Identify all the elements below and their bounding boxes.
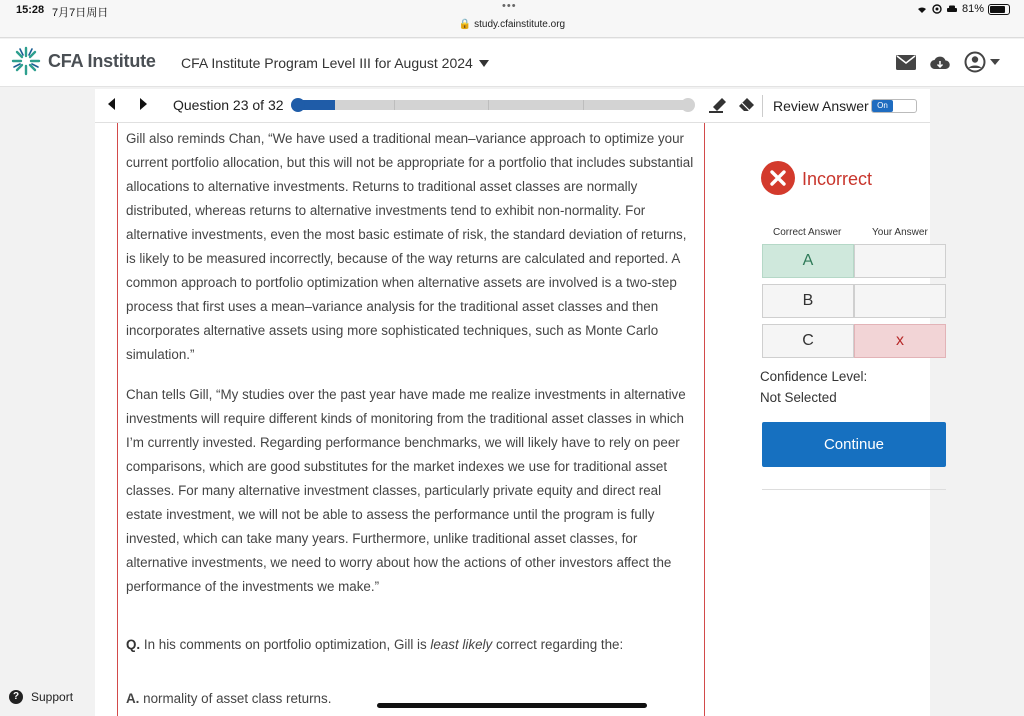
battery-icon: [988, 4, 1010, 15]
question-text-emphasis: least likely: [430, 637, 493, 652]
your-answer-cell-c: x: [854, 324, 946, 358]
browser-dots[interactable]: •••: [502, 0, 517, 12]
app-header: [0, 39, 1024, 87]
lock-icon: 🔒: [458, 19, 472, 30]
review-answer-label: Review Answer: [773, 98, 869, 114]
status-time: 15:28: [16, 4, 45, 16]
logo-text: CFA Institute: [48, 50, 156, 71]
wifi-icon: [916, 4, 928, 14]
previous-question-arrow-icon[interactable]: [108, 98, 115, 110]
help-circle-icon: ?: [9, 690, 23, 704]
cfa-logo[interactable]: [10, 45, 156, 77]
correct-answer-cell-a: A: [762, 244, 854, 278]
vignette-paragraph-1: Gill also reminds Chan, “We have used a traditional mean–variance approach to optimize your current portfolio allocation, but this will not be appropriate for a portfolio that includes substantial allocations to alternative investments. Returns to traditional asset classes are normally distributed, whereas returns to alternative investments tend to exhibit non-normality. For alternative investments, even the most basic estimate of risk, the standard deviation of returns, is likely to be measured incorrectly, because of the way returns are calculated and reported. A common approach to portfolio optimization when alternative assets are involved is a two-step process that first uses a mean–variance analysis for the traditional asset classes and then incorporates alternative assets using more sophisticated techniques, such as Monte Carlo simulation.”: [126, 131, 694, 362]
result-divider: [762, 489, 946, 490]
main-content: [95, 123, 930, 716]
battery-percent: 81%: [961, 3, 984, 15]
question-panel: [117, 123, 705, 716]
eraser-icon[interactable]: [737, 95, 757, 113]
car-icon: [946, 4, 958, 14]
toggle-on-label: On: [872, 100, 893, 112]
correct-answer-header: Correct Answer: [773, 227, 842, 238]
location-icon: [932, 4, 942, 14]
answer-option-a[interactable]: [126, 691, 331, 706]
correct-answer-cell-c: C: [762, 324, 854, 358]
mail-icon[interactable]: [896, 55, 916, 70]
next-question-arrow-icon[interactable]: [140, 98, 147, 110]
status-date: 7月7日周日: [52, 7, 109, 19]
option-a-label: A.: [126, 691, 140, 706]
annotation-tools: [709, 95, 757, 113]
continue-button[interactable]: Continue: [762, 422, 946, 467]
confidence-value: Not Selected: [760, 390, 837, 405]
status-indicators: [916, 3, 1010, 15]
review-answer-toggle[interactable]: [871, 99, 917, 113]
question-stem: [126, 637, 623, 652]
your-answer-cell-a: [854, 244, 946, 278]
status-bar: [0, 0, 1024, 38]
support-link[interactable]: [9, 690, 73, 704]
option-a-text: normality of asset class returns.: [143, 691, 332, 706]
your-answer-header: Your Answer: [872, 227, 928, 238]
result-status: Incorrect: [802, 169, 873, 189]
progress-knob[interactable]: [291, 98, 305, 112]
program-label: CFA Institute Program Level III for August 2024: [181, 55, 473, 71]
question-counter: Question 23 of 32: [173, 97, 284, 113]
question-toolbar: [95, 89, 930, 123]
question-text-after: correct regarding the:: [495, 637, 624, 652]
cloud-download-icon[interactable]: [930, 55, 950, 70]
header-actions: [896, 51, 1002, 73]
toolbar-divider: [762, 95, 763, 117]
caret-down-icon: [479, 60, 489, 67]
home-indicator[interactable]: [377, 703, 647, 708]
cfa-globe-icon: [10, 45, 42, 77]
correct-answer-cell-b: B: [762, 284, 854, 318]
progress-tick: [394, 100, 395, 110]
progress-end-knob: [681, 98, 695, 112]
confidence-label: Confidence Level:: [760, 369, 868, 384]
user-account-icon[interactable]: [964, 51, 1002, 73]
incorrect-x-icon: [761, 161, 795, 195]
program-selector[interactable]: [181, 55, 489, 71]
vignette-paragraph-2: Chan tells Gill, “My studies over the past year have made me realize investments in alternative investments will require different kinds of monitoring from the traditional asset classes in which I’m currently invested. Regarding performance benchmarks, we will likely have to rely on peer comparisons, which are good substitutes for the market indexes we use for traditional asset classes. For many alternative investment classes, particularly private equity and direct real estate investment, we will not be able to assess the performance until the program is fully invested, which can take many years. Furthermore, unlike traditional asset classes, for alternative investments, we need to worry about how the actions of other investors affect the performance of the investments we make.”: [126, 387, 686, 594]
support-label: Support: [31, 690, 74, 704]
address-url: study.cfainstitute.org: [474, 19, 566, 30]
battery-fill: [990, 6, 1005, 13]
progress-tick: [583, 100, 584, 110]
address-bar[interactable]: [0, 19, 1024, 30]
highlighter-icon[interactable]: [709, 95, 729, 113]
question-text-before: In his comments on portfolio optimization, Gill is: [143, 637, 427, 652]
your-answer-cell-b: [854, 284, 946, 318]
question-label: Q.: [126, 637, 141, 652]
question-progress-bar[interactable]: [295, 100, 693, 110]
progress-tick: [488, 100, 489, 110]
